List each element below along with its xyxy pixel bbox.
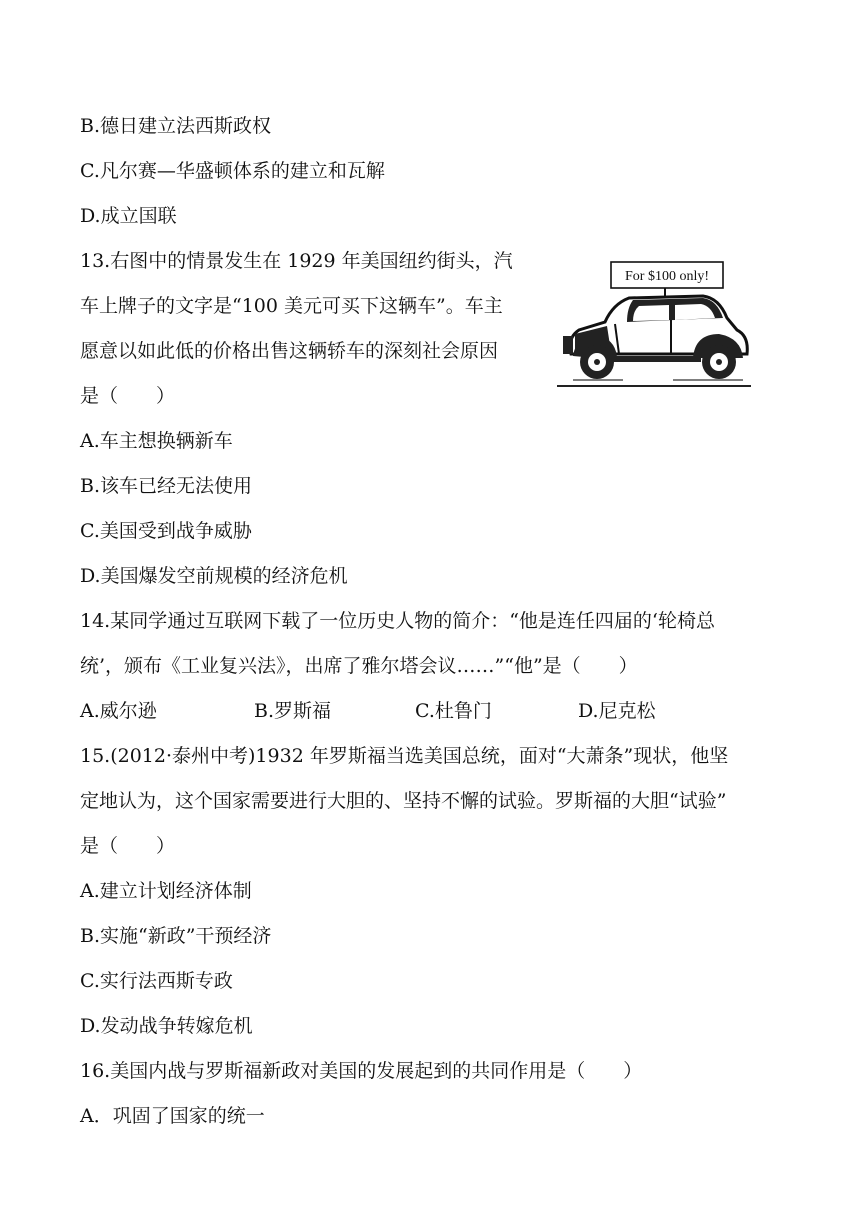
q15-option-d: D.发动战争转嫁危机 [80, 1015, 253, 1037]
q16-stem-line-1: 16.美国内战与罗斯福新政对美国的发展起到的共同作用是（ ） [80, 1060, 643, 1082]
q13-stem-line-1: 13.右图中的情景发生在 1929 年美国纽约街头，汽 [80, 250, 513, 272]
q14-option-c: C.杜鲁门 [415, 700, 492, 722]
q14-stem-line-1: 14.某同学通过互联网下载了一位历史人物的简介：“他是连任四届的‘轮椅总 [80, 610, 715, 632]
q13-stem-line-4: 是（ ） [80, 385, 176, 407]
q13-option-a: A.车主想换辆新车 [80, 430, 233, 452]
q13-option-d: D.美国爆发空前规模的经济危机 [80, 565, 348, 587]
q14-option-b: B.罗斯福 [254, 700, 332, 722]
q15-option-a: A.建立计划经济体制 [80, 880, 252, 902]
q15-stem-line-1: 15.(2012·泰州中考)1932 年罗斯福当选美国总统，面对“大萧条”现状，他坚 [80, 745, 729, 767]
q13-option-c: C.美国受到战争威胁 [80, 520, 252, 542]
q14-stem-line-2: 统’，颁布《工业复兴法》，出席了雅尔塔会议……”“他”是（ ） [80, 655, 638, 677]
q14-option-a: A.威尔逊 [80, 700, 157, 722]
q13-stem-line-2: 车上牌子的文字是“100 美元可买下这辆车”。车主 [80, 295, 503, 317]
q14-option-d: D.尼克松 [578, 700, 656, 722]
q12-option-b: B.德日建立法西斯政权 [80, 115, 272, 137]
q12-option-d: D.成立国联 [80, 205, 177, 227]
q13-option-b: B.该车已经无法使用 [80, 475, 253, 497]
sign-text: For $100 only! [625, 269, 709, 284]
q15-stem-line-2: 定地认为，这个国家需要进行大胆的、坚持不懈的试验。罗斯福的大胆“试验” [80, 790, 727, 812]
q13-stem-line-3: 愿意以如此低的价格出售这辆轿车的深刻社会原因 [80, 340, 499, 362]
car-for-sale-icon [553, 258, 753, 394]
q12-option-c: C.凡尔赛—华盛顿体系的建立和瓦解 [80, 160, 385, 182]
q15-stem-line-3: 是（ ） [80, 835, 176, 857]
q15-option-c: C.实行法西斯专政 [80, 970, 233, 992]
q15-option-b: B.实施“新政”干预经济 [80, 925, 272, 947]
q16-option-a: A．巩固了国家的统一 [80, 1105, 265, 1127]
